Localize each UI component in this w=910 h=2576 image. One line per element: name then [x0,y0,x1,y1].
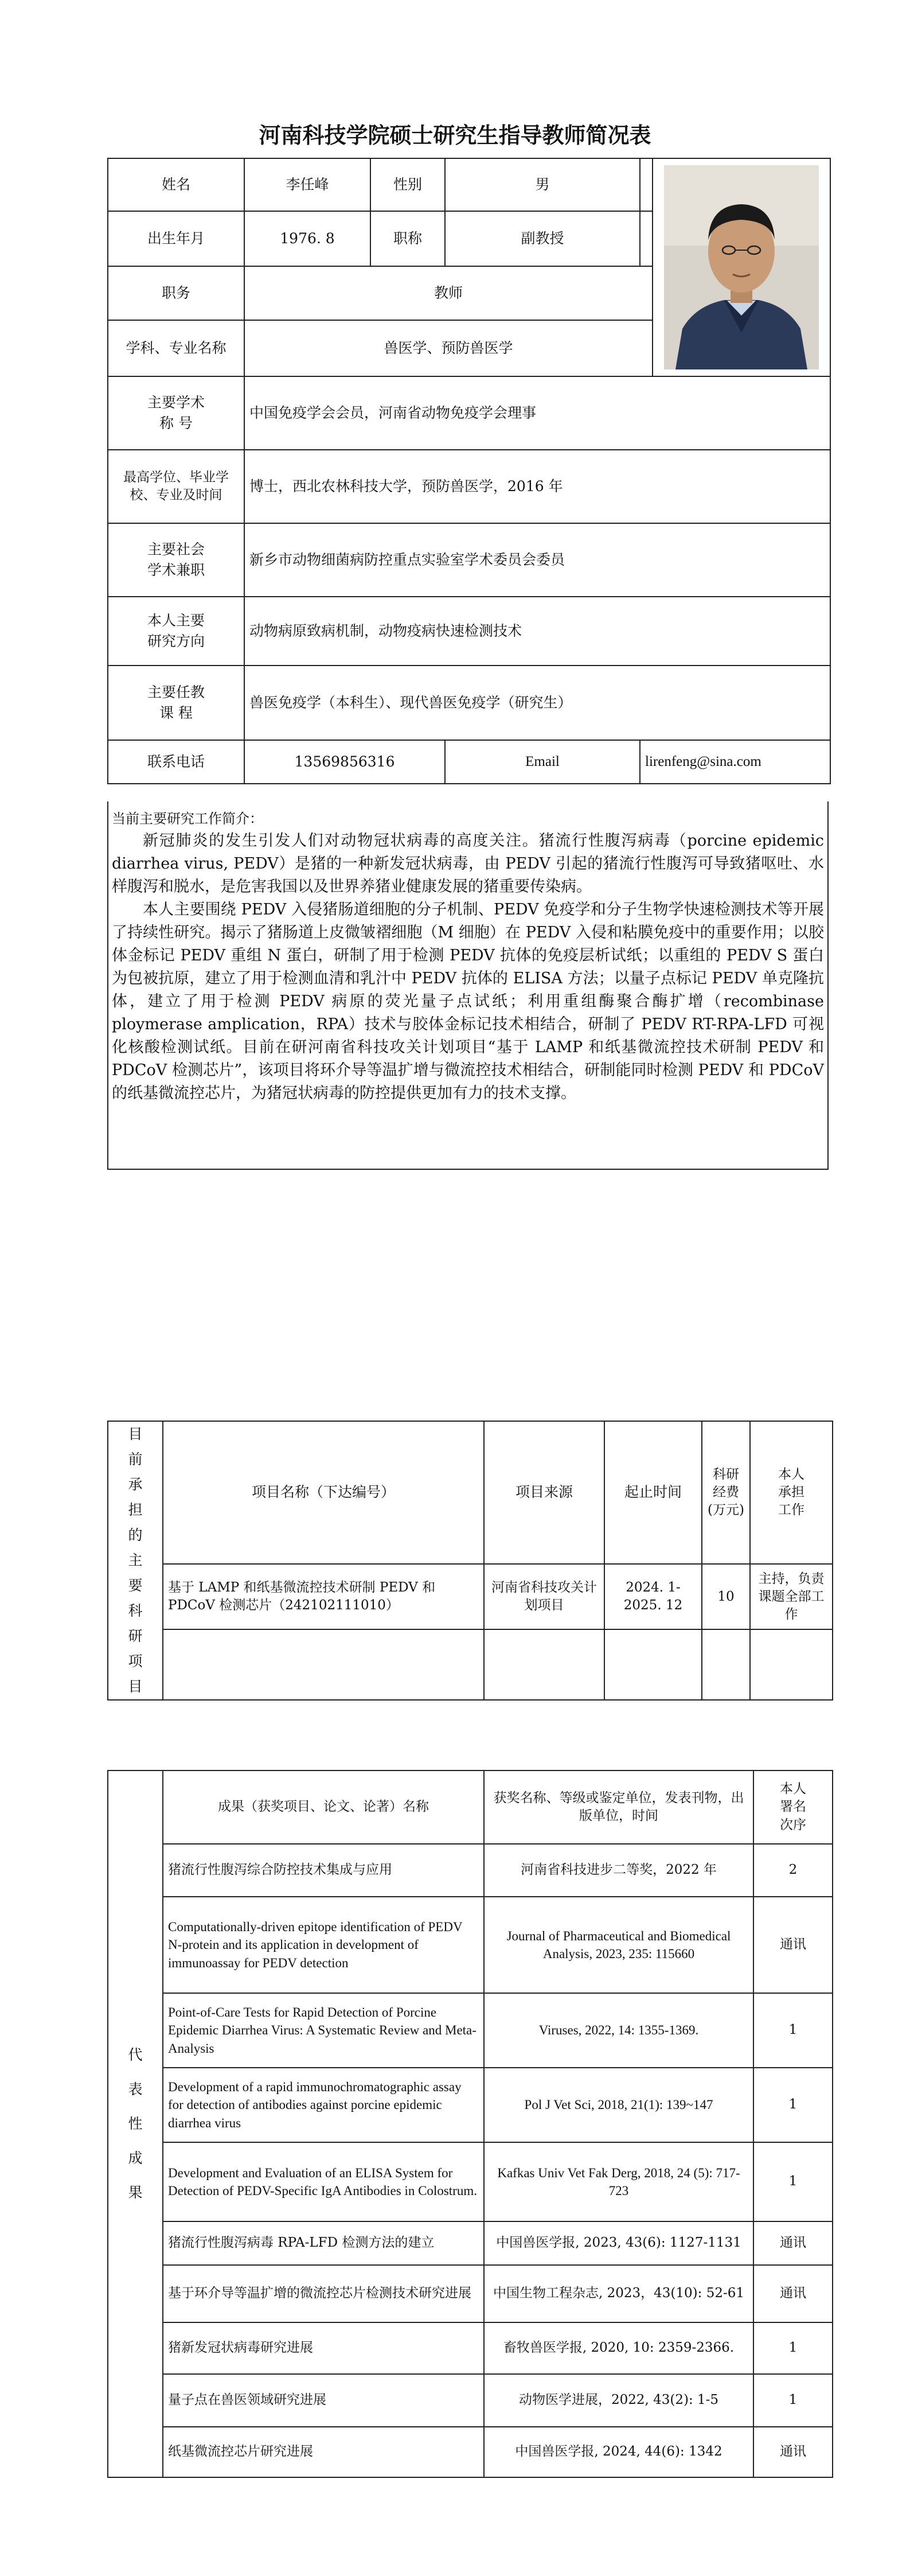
research-label: 本人主要 研究方向 [108,597,244,666]
achievement-name: 纸基微流控芯片研究进展 [163,2427,484,2477]
achievement-venue: 中国兽医学报, 2024, 44(6): 1342 [484,2427,753,2477]
project-funding: 10 [702,1564,750,1629]
courses-label: 主要任教 课 程 [108,666,244,740]
achievement-name: Development of a rapid immunochromatographic assay for detection of antibodies against porcine epidemic diarrhea virus [163,2068,484,2142]
achievement-rank: 1 [753,2322,833,2374]
title-label: 职称 [370,211,445,266]
position-value: 教师 [244,266,653,320]
achievements-header-venue: 获奖名称、等级或鉴定单位，发表刊物，出版单位，时间 [484,1770,753,1844]
table-row [108,2374,833,2427]
table-row [108,1897,833,1993]
research-intro [107,801,829,1170]
achievement-venue: Viruses, 2022, 14: 1355-1369. [484,1993,753,2068]
academic-posts-value: 中国免疫学会会员，河南省动物免疫学会理事 [244,376,830,450]
education-label: 最高学位、毕业学 校、专业及时间 [108,450,244,523]
achievements-section-label: 代 表 性 成 果 [108,1770,163,2477]
table-row [108,2221,833,2265]
achievement-rank: 1 [753,1993,833,2068]
achievement-rank: 1 [753,2142,833,2221]
table-row [108,1993,833,2068]
achievement-venue: 河南省科技进步二等奖，2022 年 [484,1844,753,1897]
table-row-empty [108,1629,833,1700]
projects-header-role: 本人 承担 工作 [750,1421,833,1564]
achievement-venue: 中国兽医学报, 2023, 43(6): 1127-1131 [484,2221,753,2265]
profile-table [107,158,831,784]
achievement-venue: Journal of Pharmaceutical and Biomedical Analysis, 2023, 235: 115660 [484,1897,753,1993]
table-row [108,2322,833,2374]
portrait-photo-cell [653,158,830,376]
education-value: 博士，西北农林科技大学，预防兽医学，2016 年 [244,450,830,523]
achievements-header-rank: 本人 署名 次序 [753,1770,833,1844]
gender-label: 性别 [370,158,445,211]
achievements-header-name: 成果（获奖项目、论文、论著）名称 [163,1770,484,1844]
table-row [108,1564,833,1629]
achievement-venue: 畜牧兽医学报, 2020, 10: 2359-2366. [484,2322,753,2374]
research-intro-paragraph: 新冠肺炎的发生引发人们对动物冠状病毒的高度关注。猪流行性腹泻病毒（porcine epidemic diarrhea virus, PEDV）是猪的一种新发冠状病毒，由 PEDV 引起的猪流行性腹泻可导致猪呕吐、水样腹泻和脱水，是危害我国以及世界养猪业健康发展的猪重要传染病。 [112,832,824,896]
project-source: 河南省科技攻关计划项目 [484,1564,604,1629]
achievement-rank: 2 [753,1844,833,1897]
achievement-rank: 1 [753,2068,833,2142]
table-row [108,2142,833,2221]
achievement-rank: 1 [753,2374,833,2427]
table-row [108,2265,833,2322]
courses-value: 兽医免疫学（本科生）、现代兽医免疫学（研究生） [244,666,830,740]
achievement-venue: 中国生物工程杂志, 2023，43(10): 52-61 [484,2265,753,2322]
social-posts-value: 新乡市动物细菌病防控重点实验室学术委员会委员 [244,523,830,597]
position-label: 职务 [108,266,244,320]
discipline-value: 兽医学、预防兽医学 [244,320,653,376]
achievement-name: 量子点在兽医领域研究进展 [163,2374,484,2427]
social-posts-label: 主要社会 学术兼职 [108,523,244,597]
achievement-name: 基于环介导等温扩增的微流控芯片检测技术研究进展 [163,2265,484,2322]
discipline-label: 学科、专业名称 [108,320,244,376]
achievements-table [107,1770,833,2478]
project-period: 2024. 1-2025. 12 [604,1564,702,1629]
project-role: 主持，负责课题全部工作 [750,1564,833,1629]
portrait-photo [664,165,819,369]
birth-label: 出生年月 [108,211,244,266]
achievement-rank: 通讯 [753,1897,833,1993]
achievement-name: Development and Evaluation of an ELISA System for Detection of PEDV-Specific IgA Antibodies in Colostrum. [163,2142,484,2221]
email-value: lirenfeng@sina.com [640,740,830,784]
achievement-name: 猪流行性腹泻综合防控技术集成与应用 [163,1844,484,1897]
achievement-name: 猪新发冠状病毒研究进展 [163,2322,484,2374]
achievement-name: 猪流行性腹泻病毒 RPA-LFD 检测方法的建立 [163,2221,484,2265]
phone-label: 联系电话 [108,740,244,784]
birth-value: 1976. 8 [244,211,370,266]
projects-header-source: 项目来源 [484,1421,604,1564]
projects-header-period: 起止时间 [604,1421,702,1564]
name-value: 李任峰 [244,158,370,211]
achievement-venue: 动物医学进展，2022, 43(2): 1-5 [484,2374,753,2427]
gender-value: 男 [445,158,640,211]
research-intro-paragraph: 本人主要围绕 PEDV 入侵猪肠道细胞的分子机制、PEDV 免疫学和分子生物学快速检测技术等开展了持续性研究。揭示了猪肠道上皮微皱褶细胞（M 细胞）在 PEDV 入侵和粘膜免疫中的重要作用；以胶体金标记 PEDV 重组 N 蛋白，研制了用于检测 PEDV 抗体的免疫层析试纸；以重组的 PEDV S 蛋白为包被抗原，建立了用于检测血清和乳汁中 PEDV 抗体的 ELISA 方法；以量子点标记 PEDV 单克隆抗体，建立了用于检测 PEDV 病原的荧光量子点试纸；利用重组酶聚合酶扩增（recombinase ploymerase amplication，RPA）技术与胶体金标记技术相结合，研制了 PEDV RT-RPA-LFD 可视化核酸检测试纸。目前在研河南省科技攻关计划项目“基于 LAMP 和纸基微流控技术研制 PEDV 和 PDCoV 检测芯片”，该项目将环介导等温扩增与微流控技术相结合，研制能同时检测 PEDV 和 PDCoV 的纸基微流控芯片，为猪冠状病毒的防控提供更加有力的技术支撑。 [112,901,824,1102]
academic-posts-label: 主要学术 称 号 [108,376,244,450]
research-value: 动物病原致病机制，动物疫病快速检测技术 [244,597,830,666]
achievement-rank: 通讯 [753,2427,833,2477]
project-name: 基于 LAMP 和纸基微流控技术研制 PEDV 和 PDCoV 检测芯片（242102111010） [163,1564,484,1629]
research-intro-heading: 当前主要研究工作简介： [112,811,263,827]
projects-header-name: 项目名称（下达编号） [163,1421,484,1564]
achievement-name: Computationally-driven epitope identification of PEDV N-protein and its application in development of immunoassay for PEDV detection [163,1897,484,1993]
projects-table [107,1421,833,1701]
title-value: 副教授 [445,211,640,266]
phone-value: 13569856316 [244,740,445,784]
projects-header-funding: 科研 经费 (万元) [702,1421,750,1564]
achievement-venue: Kafkas Univ Vet Fak Derg, 2018, 24 (5): 717-723 [484,2142,753,2221]
achievement-venue: Pol J Vet Sci, 2018, 21(1): 139~147 [484,2068,753,2142]
achievement-rank: 通讯 [753,2221,833,2265]
achievement-rank: 通讯 [753,2265,833,2322]
email-label: Email [445,740,640,784]
page-title: 河南科技学院硕士研究生指导教师简况表 [259,123,651,148]
table-row [108,1844,833,1897]
achievement-name: Point-of-Care Tests for Rapid Detection of Porcine Epidemic Diarrhea Virus: A Systematic Review and Meta-Analysis [163,1993,484,2068]
table-row [108,2427,833,2477]
table-row [108,2068,833,2142]
name-label: 姓名 [108,158,244,211]
projects-section-label: 目 前 承 担 的 主 要 科 研 项 目 [108,1421,163,1700]
